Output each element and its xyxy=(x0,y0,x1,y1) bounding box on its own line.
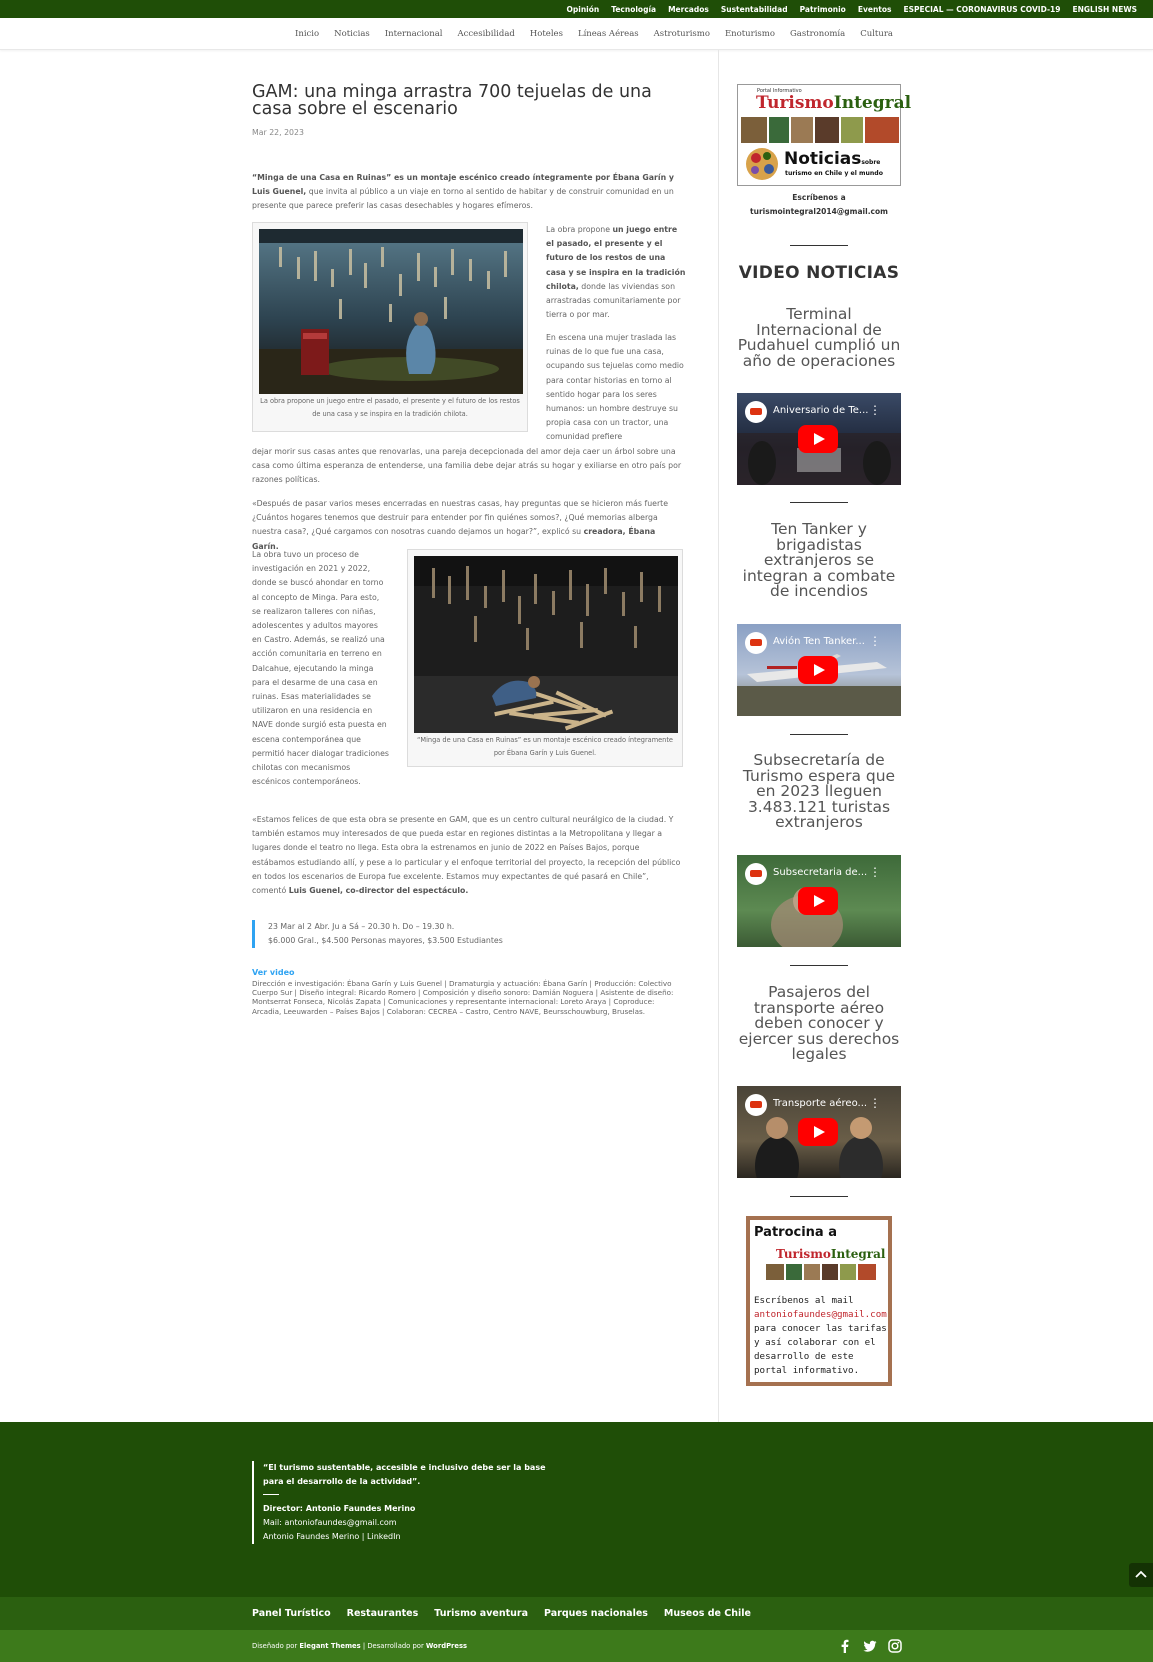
video-headline-1[interactable]: Terminal Internacional de Pudahuel cumplió un año de operaciones xyxy=(737,305,901,370)
footer-link-restaurantes[interactable]: Restaurantes xyxy=(346,1608,419,1619)
p4-text: «Después de pasar varios meses encerradas en nuestras casas, hay preguntas que se hicieron más fuerte ¿Cuántos hogares tenemos que destruir para entender por fin quiénes somos?, ¿Qué memorias alberga nuestra casa?, ¿Qué cargamos con nosotras cuando dejamos un hogar?”, explicó su xyxy=(252,499,669,537)
article-paragraph-4 xyxy=(252,497,684,554)
sponsor-logo-turismo: Turismo xyxy=(776,1247,831,1261)
figure-2-caption: “Minga de una Casa en Ruinas” es un montaje escénico creado íntegramente por Ébana Garín y Luis Guenel. xyxy=(416,736,673,757)
article-credits: Dirección e investigación: Ébana Garín y Luis Guenel | Dramaturgia y actuación: Ébana Garín | Producción: Colectivo Cuerpo Sur | Diseño integral: Ricardo Romero | Composición y diseño sonoro: Damián Noguera | Asistente de diseño: Montserrat Fonseca, Nicolás Zapata | Comunicaciones y representante internacional: Loreto Araya | Coproduce: Arcadia, Leeuwarden – Países Bajos | Colaboran: CECREA – Castro, Centro NAVE, Beursschouwburg, Bruselas. xyxy=(252,979,674,1016)
instagram-icon[interactable] xyxy=(888,1639,902,1653)
write-to-label: Escríbenos a xyxy=(792,193,846,202)
sponsor-text-lead: Escríbenos al mail xyxy=(754,1295,854,1306)
sidebar-separator xyxy=(790,1196,848,1197)
nav-item-lineas-aereas[interactable]: Líneas Aéreas xyxy=(577,29,639,39)
video-1-title[interactable]: Aniversario de Te... xyxy=(773,405,868,416)
logo-noticias xyxy=(784,149,880,169)
nav-item-gastronomia[interactable]: Gastronomía xyxy=(789,29,846,39)
scroll-to-top-button[interactable] xyxy=(1129,1563,1153,1587)
top-link-english-news[interactable]: ENGLISH NEWS xyxy=(1072,4,1137,14)
top-link-tecnologia[interactable]: Tecnología xyxy=(611,4,657,14)
photo-man-with-shingles[interactable] xyxy=(414,556,678,733)
sidebar-separator xyxy=(790,245,848,246)
logo-noticias-word: Noticias xyxy=(784,149,862,169)
globe-icon xyxy=(745,147,779,181)
video-embed-2[interactable] xyxy=(737,624,901,716)
video-headline-2[interactable]: Ten Tanker y brigadistas extranjeros se integran a combate de incendios xyxy=(742,520,896,600)
figure-1 xyxy=(252,222,528,432)
article-title: GAM: una minga arrastra 700 tejuelas de una casa sobre el escenario xyxy=(252,82,652,119)
nav-item-noticias[interactable]: Noticias xyxy=(334,29,370,39)
channel-avatar-icon[interactable] xyxy=(745,632,767,654)
logo-subtitle: turismo en Chile y el mundo xyxy=(785,170,883,177)
footer-quote xyxy=(252,1461,552,1544)
sidebar-divider xyxy=(718,50,719,1422)
nav-item-enoturismo[interactable]: Enoturismo xyxy=(724,29,775,39)
article-paragraph-5: La obra tuvo un proceso de investigación en 2021 y 2022, donde se buscó ahondar en torno al concepto de Minga. Para esto, se realizaron talleres con niñas, adolescentes y adultos mayores en Castro. Además, se realizó una acción comunitaria en terreno en Dalcahue, ejecutando la minga para el desarme de una casa en ruinas. Esas materialidades se utilizaron en una residencia en NAVE donde surgió esta puesta en escena contemporánea que permitió hacer dialogar tradiciones chilotas con mecanismos escénicos contemporáneos. xyxy=(252,550,389,787)
logo-photo-strip xyxy=(739,117,901,143)
sidebar-separator xyxy=(790,734,848,735)
video-embed-1[interactable] xyxy=(737,393,901,485)
twitter-icon[interactable] xyxy=(863,1639,877,1653)
channel-avatar-icon[interactable] xyxy=(745,1094,767,1116)
article-paragraph-2 xyxy=(546,223,686,322)
top-link-especial-covid[interactable]: ESPECIAL — CORONAVIRUS COVID-19 xyxy=(903,4,1061,14)
turismo-integral-logo[interactable] xyxy=(737,84,912,186)
more-vert-icon[interactable]: ⋮ xyxy=(869,403,881,417)
top-links xyxy=(555,0,1138,18)
logo-wordmark xyxy=(756,93,911,113)
footer-link-turismo-aventura[interactable]: Turismo aventura xyxy=(434,1608,529,1619)
play-icon[interactable] xyxy=(798,425,838,453)
play-icon[interactable] xyxy=(798,656,838,684)
video-3-title[interactable]: Subsecretaria de... xyxy=(773,867,868,878)
footer-credits xyxy=(252,1642,467,1650)
p6-text: «Estamos felices de que esta obra se presente en GAM, que es un centro cultural neurálgico de la ciudad. Y también estamos muy interesados de que pueda estar en regiones distintas a la Metropolitana y llegar a lugares donde el teatro no llega. Esta obra la estrenamos en junio de 2022 en Países Bajos, porque estábamos estudiando allí, y pese a lo particular y el enfoque territorial del proyecto, la recepción del público en todos los escenarios de Europa fue excelente. Estamos muy expectantes de qué pasará en Chile”, comentó xyxy=(252,815,681,896)
main-menu xyxy=(295,18,908,50)
footer-link-panel-turistico[interactable]: Panel Turístico xyxy=(252,1608,331,1619)
article-date: Mar 22, 2023 xyxy=(252,128,304,137)
sponsor-banner[interactable] xyxy=(746,1216,892,1386)
facebook-icon[interactable] xyxy=(839,1639,851,1653)
sponsor-logo-wordmark xyxy=(776,1247,885,1261)
logo-sobre-word: sobre xyxy=(861,159,881,166)
chevron-up-icon xyxy=(1129,1563,1153,1587)
photo-woman-with-shingles[interactable] xyxy=(259,229,523,394)
intro-bold: “Minga de una Casa en Ruinas” es un montaje escénico creado íntegramente por Ébana Garín y Luis Guenel, xyxy=(252,173,674,197)
footer-linkedin[interactable]: Antonio Faundes Merino | LinkedIn xyxy=(263,1532,401,1542)
footer-link-museos-de-chile[interactable]: Museos de Chile xyxy=(663,1608,751,1619)
credit-powered-by: | Desarrollado por xyxy=(360,1642,426,1650)
footer-nav xyxy=(0,1597,1153,1630)
nav-item-astroturismo[interactable]: Astroturismo xyxy=(653,29,710,39)
write-to-email[interactable]: turismointegral2014@gmail.com xyxy=(750,207,888,216)
top-link-opinion[interactable]: Opinión xyxy=(566,4,600,14)
main-navigation xyxy=(0,18,1153,50)
article-intro xyxy=(252,171,684,214)
sidebar-separator xyxy=(790,502,848,503)
logo-word-turismo: Turismo xyxy=(756,93,834,113)
video-noticias-heading: VIDEO NOTICIAS xyxy=(738,263,900,283)
figure-1-caption: La obra propone un juego entre el pasado, el presente y el futuro de los restos de una casa y se inspira en la tradición chilota. xyxy=(260,397,520,418)
nav-item-hoteles[interactable]: Hoteles xyxy=(529,29,563,39)
event-prices: $6.000 Gral., $4.500 Personas mayores, $3.500 Estudiantes xyxy=(268,936,503,945)
article-paragraph-3-side: En escena una mujer traslada las ruinas de lo que fue una casa, ocupando sus tejuelas como medio para contar historias en torno al sentido hogar para los seres humanos: un hombre destruye su propia casa con un tractor, una comunidad prefiere xyxy=(546,333,684,442)
p4-bold: creadora, Ébana Garín. xyxy=(252,527,656,551)
footer-director: Director: Antonio Faundes Merino xyxy=(263,1503,416,1513)
footer xyxy=(0,1422,1153,1597)
p2-bold: un juego entre el pasado, el presente y el futuro de los restos de una casa y se inspira en la tradición chilota, xyxy=(546,225,686,291)
top-link-mercados[interactable]: Mercados xyxy=(668,4,709,14)
ver-video-link[interactable]: Ver video xyxy=(252,968,295,977)
event-schedule: 23 Mar al 2 Abr. Ju a Sá – 20.30 h. Do – 19.30 h. xyxy=(268,922,455,931)
nav-item-internacional[interactable]: Internacional xyxy=(384,29,443,39)
article xyxy=(252,84,684,137)
channel-avatar-icon[interactable] xyxy=(745,863,767,885)
article-paragraph-3: dejar morir sus casas antes que renovarlas, una pareja decepcionada del amor deja caer un árbol sobre una casa como última esperanza de entenderse, una familia debe dejar atrás su hogar y exiliarse en otro país por razones políticas. xyxy=(252,447,682,485)
footer-bottom-bar xyxy=(0,1630,1153,1662)
sponsor-email[interactable]: antoniofaundes@gmail.com xyxy=(754,1309,887,1320)
nav-item-accesibilidad[interactable]: Accesibilidad xyxy=(457,29,515,39)
footer-mail[interactable]: Mail: antoniofaundes@gmail.com xyxy=(263,1517,397,1527)
logo-word-integral: Integral xyxy=(833,93,912,113)
top-link-sustentabilidad[interactable]: Sustentabilidad xyxy=(720,4,788,14)
credit-wordpress[interactable]: WordPress xyxy=(425,1642,468,1650)
play-icon[interactable] xyxy=(798,1118,838,1146)
video-2-title[interactable]: Avión Ten Tanker... xyxy=(773,636,865,647)
channel-avatar-icon[interactable] xyxy=(745,401,767,423)
event-info-quote xyxy=(252,920,682,948)
footer-motto: “El turismo sustentable, accesible e inclusivo debe ser la base para el desarrollo de la actividad”. xyxy=(263,1463,546,1487)
nav-item-cultura[interactable]: Cultura xyxy=(860,29,893,39)
figure-2 xyxy=(407,549,683,767)
video-headline-3[interactable]: Subsecretaría de Turismo espera que en 2023 lleguen 3.483.121 turistas extranjeros xyxy=(742,751,896,831)
more-vert-icon[interactable]: ⋮ xyxy=(869,865,881,879)
top-link-eventos[interactable]: Eventos xyxy=(857,4,892,14)
sponsor-text xyxy=(754,1294,888,1378)
sponsor-logo-integral: Integral xyxy=(830,1247,886,1261)
top-link-patrimonio[interactable]: Patrimonio xyxy=(799,4,846,14)
footer-menu xyxy=(252,1597,767,1630)
video-embed-3[interactable] xyxy=(737,855,901,947)
sidebar-separator xyxy=(790,965,848,966)
p2-lead: La obra propone xyxy=(546,225,613,234)
sponsor-heading: Patrocina a xyxy=(754,1225,837,1240)
more-vert-icon[interactable]: ⋮ xyxy=(869,1096,881,1110)
video-headline-4[interactable]: Pasajeros del transporte aéreo deben conocer y ejercer sus derechos legales xyxy=(738,983,900,1063)
intro-rest: que invita al público a un viaje en torno al sentido de habitar y de construir comunidad en un presente que parece preferir las casas desechables y hogares efímeros. xyxy=(252,187,674,211)
article-paragraph-6 xyxy=(252,813,684,898)
sponsor-logo-photos xyxy=(766,1264,876,1280)
footer-dash xyxy=(263,1494,279,1495)
sponsor-text-tail: para conocer las tarifas y así colaborar con el desarrollo de este portal informativo. xyxy=(754,1323,887,1376)
video-4-title[interactable]: Transporte aéreo... xyxy=(773,1098,868,1109)
footer-link-parques-nacionales[interactable]: Parques nacionales xyxy=(544,1608,648,1619)
logo-portal-label: Portal Informativo xyxy=(757,88,802,94)
top-bar xyxy=(0,0,1153,18)
p2-tail: donde las viviendas son arrastradas comunitariamente por tierra o por mar. xyxy=(546,281,681,320)
credit-elegant-themes[interactable]: Elegant Themes xyxy=(299,1642,361,1650)
video-embed-4[interactable] xyxy=(737,1086,901,1178)
nav-item-inicio[interactable]: Inicio xyxy=(295,29,320,39)
p6-bold: Luis Guenel, co-director del espectáculo. xyxy=(288,886,469,896)
write-to-us xyxy=(737,191,901,219)
more-vert-icon[interactable]: ⋮ xyxy=(869,634,881,648)
play-icon[interactable] xyxy=(798,887,838,915)
credit-designed-by: Diseñado por xyxy=(252,1642,300,1650)
